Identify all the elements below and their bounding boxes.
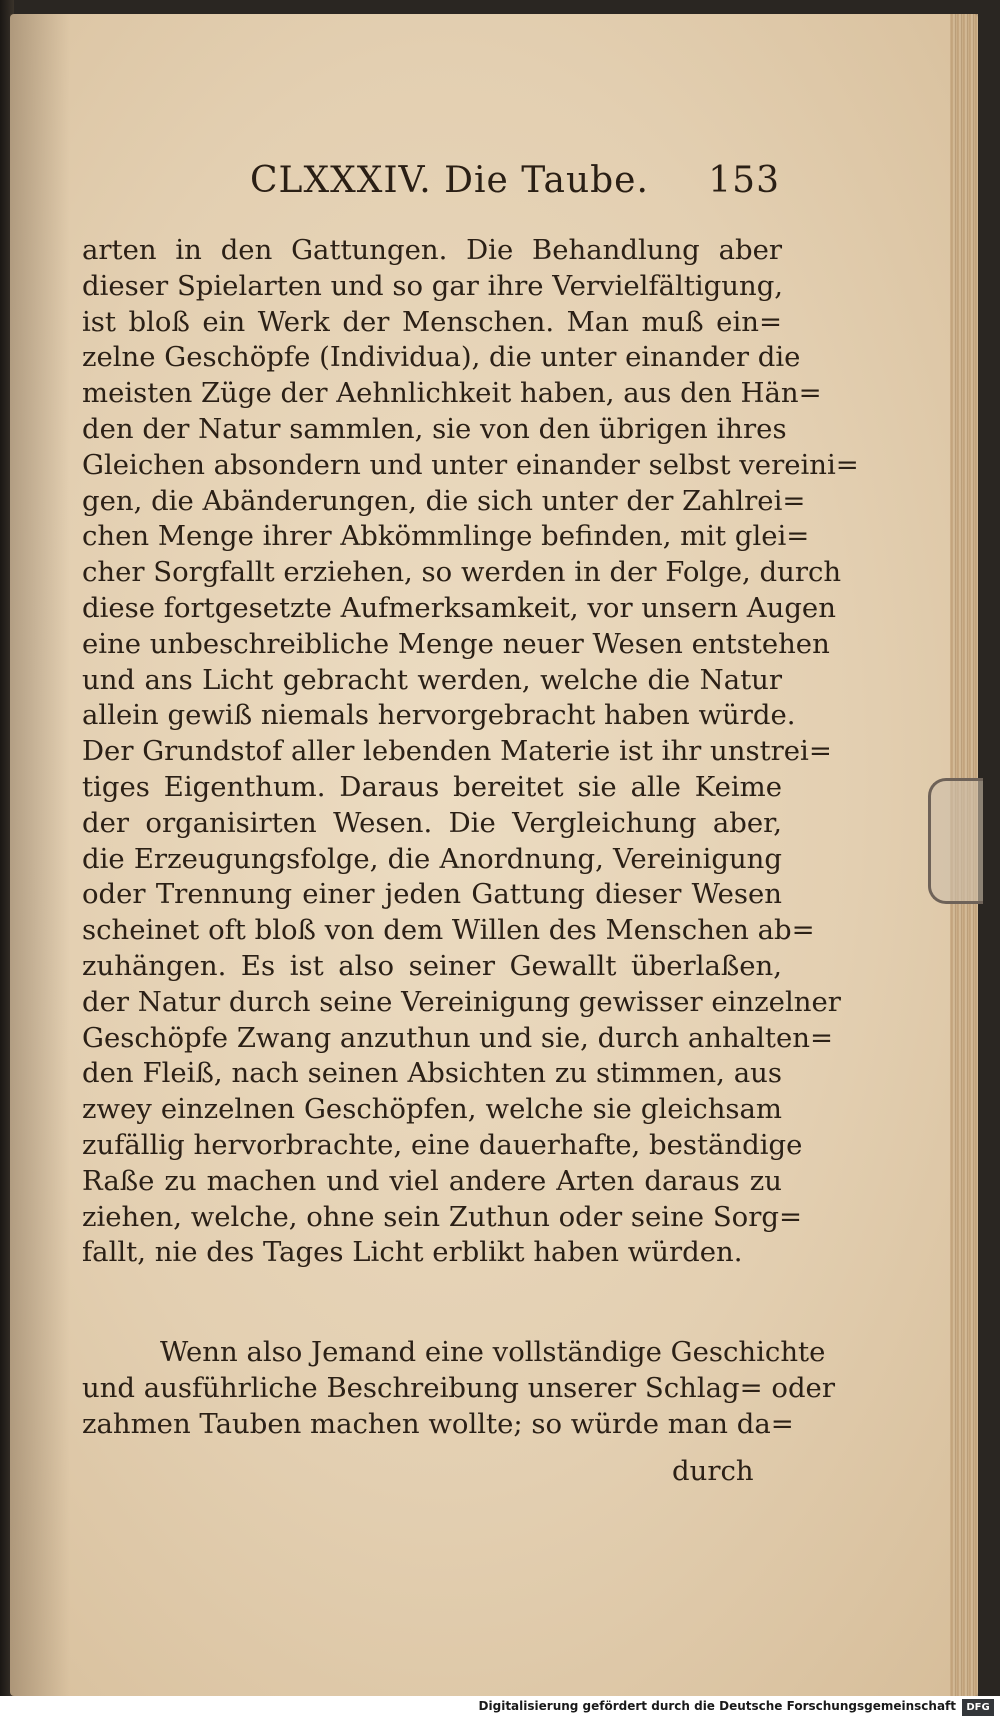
text-line: scheinet oft bloß von dem Willen des Menschen ab= (82, 914, 815, 947)
digitization-credit: Digitalisierung gefördert durch die Deutsche Forschungsgemeinschaft (478, 1699, 956, 1713)
text-line: oder Trennung einer jeden Gattung dieser Wesen (82, 878, 782, 911)
text-line: zufällig hervorbrachte, eine dauerhafte, beständige (82, 1128, 803, 1161)
text-line: allein gewiß niemals hervorgebracht haben würde. (82, 699, 796, 732)
paragraph-1 (82, 233, 859, 1271)
text-line: arten in den Gattungen. Die Behandlung aber (82, 234, 782, 266)
text-line: cher Sorgfallt erziehen, so werden in der Folge, durch (82, 556, 842, 589)
catchword: durch (672, 1455, 754, 1487)
text-line: und ans Licht gebracht werden, welche die Natur (82, 663, 782, 696)
text-line: dieser Spielarten und so gar ihre Vervielfältigung, (82, 269, 784, 302)
text-line: zuhängen. Es ist also seiner Gewallt überlaßen, (82, 949, 782, 982)
running-head (250, 160, 780, 210)
text-line: tiges Eigenthum. Daraus bereitet sie alle Keime (82, 770, 782, 803)
dfg-logo: DFG (962, 1699, 994, 1716)
text-line: fallt, nie des Tages Licht erblikt haben würden. (82, 1236, 743, 1269)
page-marker-tab (928, 778, 983, 904)
text-line: den Fleiß, nach seinen Absichten zu stimmen, aus (82, 1057, 782, 1090)
text-line: und ausführliche Beschreibung unserer Schlag= oder (82, 1371, 835, 1404)
text-line: ziehen, welche, ohne sein Zuthun oder seine Sorg= (82, 1200, 803, 1233)
text-line: diese fortgesetzte Aufmerksamkeit, vor unsern Augen (82, 591, 836, 624)
text-line: Raße zu machen und viel andere Arten daraus zu (82, 1164, 782, 1197)
text-line: die Erzeugungsfolge, die Anordnung, Vereinigung (82, 842, 782, 875)
text-line: der Natur durch seine Vereinigung gewisser einzelner (82, 985, 841, 1018)
text-line: den der Natur sammlen, sie von den übrigen ihres (82, 412, 787, 445)
text-line: ist bloß ein Werk der Menschen. Man muß ein= (82, 305, 782, 338)
text-line: Gleichen absondern und unter einander selbst vereini= (82, 448, 859, 481)
text-line: Wenn also Jemand eine vollständige Geschichte (160, 1336, 826, 1368)
text-line: zahmen Tauben machen wollte; so würde man da= (82, 1407, 794, 1440)
text-line: chen Menge ihrer Abkömmlinge befinden, mit glei= (82, 520, 810, 553)
text-line: gen, die Abänderungen, die sich unter der Zahlrei= (82, 484, 806, 517)
text-line: Geschöpfe Zwang anzuthun und sie, durch anhalten= (82, 1021, 833, 1054)
running-title: CLXXXIV. Die Taube. (250, 160, 649, 201)
text-line: zwey einzelnen Geschöpfen, welche sie gleichsam (82, 1093, 782, 1126)
spine-shadow (10, 14, 70, 1696)
text-line: der organisirten Wesen. Die Vergleichung aber, (82, 806, 782, 839)
text-line: Der Grundstof aller lebenden Materie ist ihr unstrei= (82, 735, 832, 768)
text-line: eine unbeschreibliche Menge neuer Wesen entstehen (82, 627, 830, 660)
paragraph-2 (82, 1335, 835, 1442)
footer-bar (0, 1696, 1000, 1720)
text-line: meisten Züge der Aehnlichkeit haben, aus den Hän= (82, 377, 822, 410)
text-line: zelne Geschöpfe (Individua), die unter einander die (82, 341, 801, 374)
page-number: 153 (708, 160, 780, 201)
